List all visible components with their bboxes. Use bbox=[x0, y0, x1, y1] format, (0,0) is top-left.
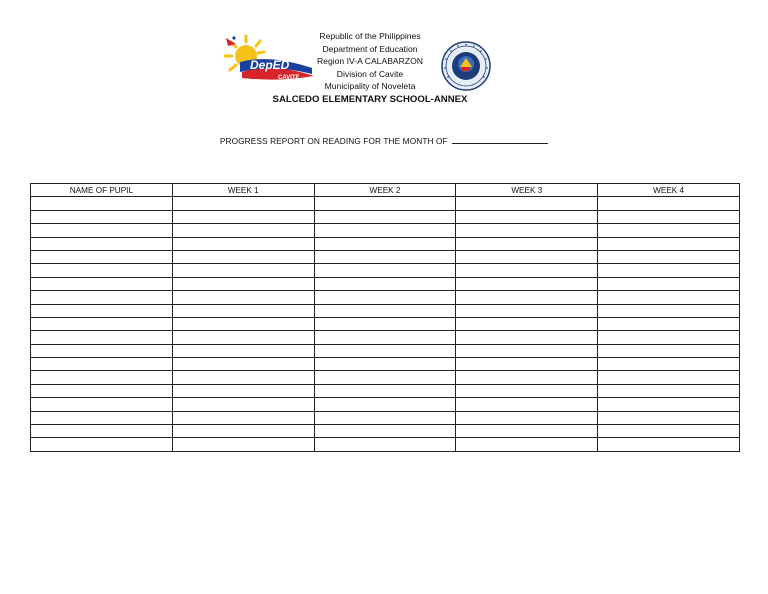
table-row bbox=[31, 425, 740, 438]
week-1-cell[interactable] bbox=[172, 277, 314, 290]
week-2-cell[interactable] bbox=[314, 411, 456, 424]
pupil-name-cell[interactable] bbox=[31, 210, 173, 223]
pupil-name-cell[interactable] bbox=[31, 398, 173, 411]
week-2-cell[interactable] bbox=[314, 237, 456, 250]
pupil-name-cell[interactable] bbox=[31, 371, 173, 384]
week-2-cell[interactable] bbox=[314, 384, 456, 397]
week-2-cell[interactable] bbox=[314, 438, 456, 451]
week-4-cell[interactable] bbox=[598, 398, 740, 411]
header-line-municipality: Municipality of Noveleta bbox=[324, 81, 416, 92]
week-3-cell[interactable] bbox=[456, 438, 598, 451]
month-blank-field[interactable] bbox=[452, 135, 548, 144]
pupil-name-cell[interactable] bbox=[31, 197, 173, 210]
header-line-division: Division of Cavite bbox=[336, 68, 404, 79]
week-3-cell[interactable] bbox=[456, 304, 598, 317]
pupil-name-cell[interactable] bbox=[31, 358, 173, 371]
table-row bbox=[31, 197, 740, 210]
week-2-cell[interactable] bbox=[314, 371, 456, 384]
pupil-name-cell[interactable] bbox=[31, 304, 173, 317]
week-3-cell[interactable] bbox=[456, 197, 598, 210]
week-4-cell[interactable] bbox=[598, 210, 740, 223]
week-4-cell[interactable] bbox=[598, 384, 740, 397]
school-name: SALCEDO ELEMENTARY SCHOOL-ANNEX bbox=[272, 93, 468, 105]
cavite-logo-text: CAVITE bbox=[278, 75, 300, 81]
week-2-cell[interactable] bbox=[314, 197, 456, 210]
table-row bbox=[31, 237, 740, 250]
week-1-cell[interactable] bbox=[172, 237, 314, 250]
pupil-name-cell[interactable] bbox=[31, 344, 173, 357]
week-2-cell[interactable] bbox=[314, 224, 456, 237]
week-2-cell[interactable] bbox=[314, 250, 456, 263]
week-4-cell[interactable] bbox=[598, 264, 740, 277]
pupil-name-cell[interactable] bbox=[31, 224, 173, 237]
week-3-cell[interactable] bbox=[456, 264, 598, 277]
week-2-cell[interactable] bbox=[314, 291, 456, 304]
table-row bbox=[31, 438, 740, 451]
table-body bbox=[31, 197, 740, 451]
week-4-cell[interactable] bbox=[598, 411, 740, 424]
pupil-name-cell[interactable] bbox=[31, 250, 173, 263]
week-1-cell[interactable] bbox=[172, 250, 314, 263]
table-row bbox=[31, 384, 740, 397]
table-row bbox=[31, 264, 740, 277]
week-2-cell[interactable] bbox=[314, 425, 456, 438]
week-1-cell[interactable] bbox=[172, 358, 314, 371]
table-row bbox=[31, 291, 740, 304]
week-2-cell[interactable] bbox=[314, 304, 456, 317]
week-1-cell[interactable] bbox=[172, 304, 314, 317]
pupil-name-cell[interactable] bbox=[31, 277, 173, 290]
week-1-cell[interactable] bbox=[172, 411, 314, 424]
week-1-cell[interactable] bbox=[172, 438, 314, 451]
week-3-cell[interactable] bbox=[456, 210, 598, 223]
week-1-cell[interactable] bbox=[172, 331, 314, 344]
table-row bbox=[31, 344, 740, 357]
week-2-cell[interactable] bbox=[314, 264, 456, 277]
deped-logo-text: DepED bbox=[250, 58, 290, 72]
week-1-cell[interactable] bbox=[172, 384, 314, 397]
week-2-cell[interactable] bbox=[314, 344, 456, 357]
week-3-cell[interactable] bbox=[456, 224, 598, 237]
pupil-name-cell[interactable] bbox=[31, 291, 173, 304]
table-row bbox=[31, 371, 740, 384]
week-4-cell[interactable] bbox=[598, 304, 740, 317]
week-4-cell[interactable] bbox=[598, 438, 740, 451]
week-4-cell[interactable] bbox=[598, 277, 740, 290]
week-3-cell[interactable] bbox=[456, 371, 598, 384]
week-4-cell[interactable] bbox=[598, 358, 740, 371]
week-3-cell[interactable] bbox=[456, 411, 598, 424]
week-1-cell[interactable] bbox=[172, 425, 314, 438]
table-row bbox=[31, 331, 740, 344]
column-header-week-3: WEEK 3 bbox=[456, 184, 598, 197]
column-header-week-2: WEEK 2 bbox=[314, 184, 456, 197]
week-2-cell[interactable] bbox=[314, 358, 456, 371]
report-title-line bbox=[0, 135, 768, 146]
document-header bbox=[270, 30, 470, 106]
week-3-cell[interactable] bbox=[456, 331, 598, 344]
table-header-row bbox=[31, 184, 740, 197]
week-1-cell[interactable] bbox=[172, 398, 314, 411]
table-row bbox=[31, 398, 740, 411]
week-3-cell[interactable] bbox=[456, 277, 598, 290]
week-3-cell[interactable] bbox=[456, 250, 598, 263]
week-4-cell[interactable] bbox=[598, 224, 740, 237]
reading-progress-table bbox=[30, 183, 740, 452]
week-2-cell[interactable] bbox=[314, 210, 456, 223]
header-line-region: Region IV-A CALABARZON bbox=[316, 56, 424, 67]
week-1-cell[interactable] bbox=[172, 210, 314, 223]
table-row bbox=[31, 277, 740, 290]
column-header-week-4: WEEK 4 bbox=[598, 184, 740, 197]
week-1-cell[interactable] bbox=[172, 371, 314, 384]
week-1-cell[interactable] bbox=[172, 317, 314, 330]
week-4-cell[interactable] bbox=[598, 331, 740, 344]
week-4-cell[interactable] bbox=[598, 237, 740, 250]
column-header-week-1: WEEK 1 bbox=[172, 184, 314, 197]
week-4-cell[interactable] bbox=[598, 291, 740, 304]
column-header-name: NAME OF PUPIL bbox=[31, 184, 173, 197]
table-row bbox=[31, 411, 740, 424]
week-1-cell[interactable] bbox=[172, 197, 314, 210]
table-row bbox=[31, 304, 740, 317]
week-4-cell[interactable] bbox=[598, 317, 740, 330]
week-4-cell[interactable] bbox=[598, 344, 740, 357]
pupil-name-cell[interactable] bbox=[31, 331, 173, 344]
week-2-cell[interactable] bbox=[314, 277, 456, 290]
pupil-name-cell[interactable] bbox=[31, 237, 173, 250]
week-2-cell[interactable] bbox=[314, 331, 456, 344]
week-3-cell[interactable] bbox=[456, 344, 598, 357]
table-row bbox=[31, 317, 740, 330]
pupil-name-cell[interactable] bbox=[31, 425, 173, 438]
week-3-cell[interactable] bbox=[456, 425, 598, 438]
week-4-cell[interactable] bbox=[598, 425, 740, 438]
pupil-name-cell[interactable] bbox=[31, 317, 173, 330]
week-3-cell[interactable] bbox=[456, 398, 598, 411]
report-title: PROGRESS REPORT ON READING FOR THE MONTH OF bbox=[219, 136, 448, 146]
week-4-cell[interactable] bbox=[598, 371, 740, 384]
week-1-cell[interactable] bbox=[172, 264, 314, 277]
week-3-cell[interactable] bbox=[456, 384, 598, 397]
week-2-cell[interactable] bbox=[314, 317, 456, 330]
week-1-cell[interactable] bbox=[172, 344, 314, 357]
table-row bbox=[31, 210, 740, 223]
table-row bbox=[31, 250, 740, 263]
header-line-department: Department of Education bbox=[322, 43, 418, 54]
table-row bbox=[31, 358, 740, 371]
pupil-name-cell[interactable] bbox=[31, 438, 173, 451]
week-3-cell[interactable] bbox=[456, 358, 598, 371]
week-1-cell[interactable] bbox=[172, 224, 314, 237]
pupil-name-cell[interactable] bbox=[31, 384, 173, 397]
week-2-cell[interactable] bbox=[314, 398, 456, 411]
pupil-name-cell[interactable] bbox=[31, 264, 173, 277]
week-3-cell[interactable] bbox=[456, 291, 598, 304]
week-3-cell[interactable] bbox=[456, 237, 598, 250]
week-3-cell[interactable] bbox=[456, 317, 598, 330]
table-row bbox=[31, 224, 740, 237]
header-line-republic: Republic of the Philippines bbox=[319, 31, 421, 41]
pupil-name-cell[interactable] bbox=[31, 411, 173, 424]
week-1-cell[interactable] bbox=[172, 291, 314, 304]
week-4-cell[interactable] bbox=[598, 250, 740, 263]
week-4-cell[interactable] bbox=[598, 197, 740, 210]
